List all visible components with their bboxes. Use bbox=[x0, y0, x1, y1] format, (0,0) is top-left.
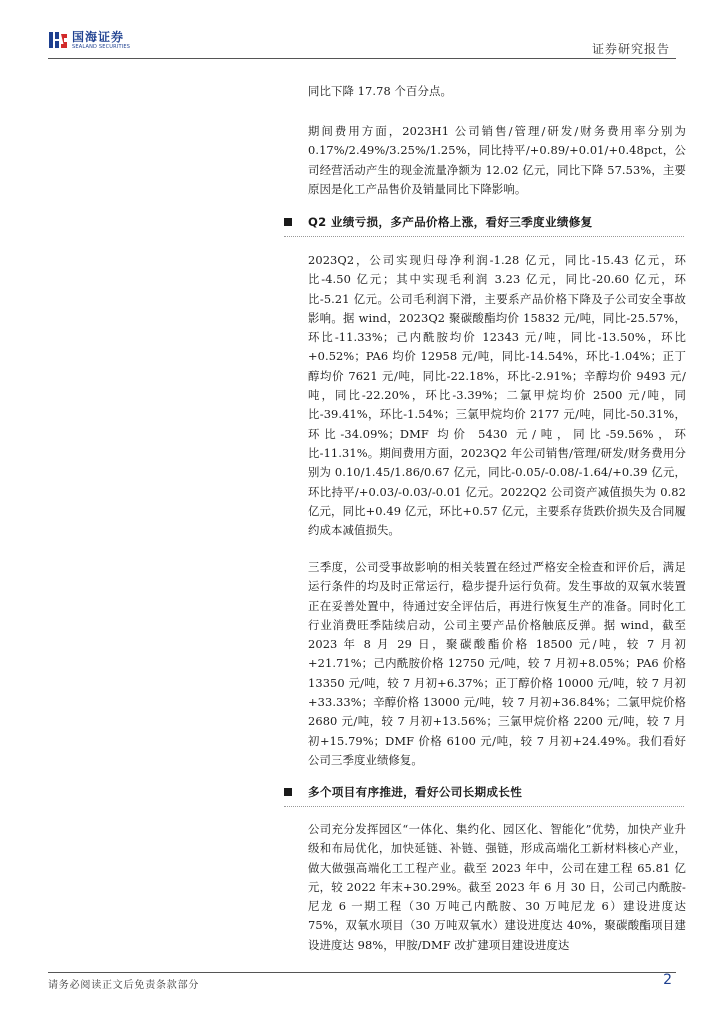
report-type: 证券研究报告 bbox=[591, 42, 670, 56]
page-number: 2 bbox=[663, 972, 672, 988]
paragraph-q3-outlook bbox=[308, 558, 686, 770]
section-title: 多个项目有序推进，看好公司长期成长性 bbox=[308, 785, 523, 799]
paragraph-projects bbox=[308, 820, 686, 955]
paragraph-text: 公司充分发挥园区“一体化、集约化、园区化、智能化”优势，加快产业升级和布局优化，加快延链、补链、强链，形成高端化工新材料核心产业，做大做强高端化工工程产业。截至 2023 年中，公司在建工程 65.81 亿元，较 2022 年末+30.29%。截至 2023 年 6 月 30 日，公司己内酰胺-尼龙 6 一期工程（30 万吨己内酰胺、30 万吨尼龙 6）建设进度达 75%，双氧水项目（30 万吨双氧水）建设进度达 40%，聚碳酸酯项目建设进度达 98%，甲胺/DMF 改扩建项目建设进度达 bbox=[308, 822, 686, 952]
paragraph-text: 三季度，公司受事故影响的相关装置在经过严格安全检查和评价后，满足运行条件的均及时正常运行，稳步提升运行负荷。发生事故的双氧水装置正在妥善处置中，待通过安全评估后，再进行恢复生产的准备。同时化工行业消费旺季陆续启动，公司主要产品价格触底反弹。据 wind，截至 2023 年 8 月 29 日，聚碳酸酯价格 18500 元/吨，较 7 月初+21.71%；己内酰胺价格 12750 元/吨，较 7 月初+8.05%；PA6 价格 13350 元/吨，较 7 月初+6.37%；正丁醇价格 10000 元/吨，较 7 月初+33.33%；辛醇价格 13000 元/吨，较 7 月初+36.84%；二氯甲烷价格 2680 元/吨，较 7 月初+13.56%；三氯甲烷价格 2200 元/吨，较 7 月初+15.79%；DMF 价格 6100 元/吨，较 7 月初+24.49%。我们看好公司三季度业绩修复。 bbox=[308, 560, 686, 767]
paragraph-q2-results bbox=[308, 251, 686, 540]
paragraph-text: 2023Q2，公司实现归母净利润-1.28 亿元，同比-15.43 亿元，环比-4.50 亿元；其中实现毛利润 3.23 亿元，同比-20.60 亿元，环比-5.21 亿元。公司毛利润下滑，主要系产品价格下降及子公司安全事故影响。据 wind，2023Q2 聚碳酸酯均价 15832 元/吨，同比-25.57%，环比-11.33%；己内酰胺均价 12343 元/吨，同比-13.50%，环比+0.52%；PA6 均价 12958 元/吨，同比-14.54%，环比-1.04%；正丁醇均价 7621 元/吨，同比-22.18%，环比-2.91%；辛醇均价 9493 元/吨，同比-22.20%，环比-3.39%；二氯甲烷均价 2500 元/吨，同比-39.41%，环比-1.54%；三氯甲烷均价 2177 元/吨，同比-50.31%，环比-34.09%；DMF 均价 5430 元/吨，同比-59.56%，环比-11.31%。期间费用方面，2023Q2 年公司销售/管理/研发/财务费用分别为 0.10/1.45/1.86/0.67 亿元，同比-0.05/-0.08/-1.64/+0.39 亿元，环比持平/+0.03/-0.03/-0.01 亿元。2022Q2 公司资产减值损失为 0.82 亿元，同比+0.49 亿元，环比+0.57 亿元，主要系存货跌价损失及合同履约成本减值损失。 bbox=[308, 253, 686, 538]
bullet-square-icon bbox=[284, 218, 292, 226]
paragraph-text: 同比下降 17.78 个百分点。 bbox=[308, 84, 452, 98]
logo-english-name: SEALAND SECURITIES bbox=[72, 43, 131, 50]
footer-disclaimer: 请务必阅读正文后免责条款部分 bbox=[48, 980, 200, 991]
logo-chinese-name: 国海证券 bbox=[72, 29, 125, 44]
paragraph-expenses-h1 bbox=[308, 122, 686, 199]
section-heading-q2 bbox=[284, 214, 593, 230]
sealand-logo-icon bbox=[48, 30, 68, 50]
section-divider bbox=[284, 236, 684, 237]
section-heading-projects bbox=[284, 784, 522, 800]
paragraph-text: 期间费用方面，2023H1 公司销售/管理/研发/财务费用率分别为 0.17%/2.49%/3.25%/1.25%，同比持平/+0.89/+0.01/+0.48pct，公司经营活动产生的现金流量净额为 12.02 亿元，同比下降 57.53%，主要原因是化工产品售价及销量同比下降影响。 bbox=[308, 124, 686, 196]
section-divider bbox=[284, 806, 684, 807]
bullet-square-icon bbox=[284, 788, 292, 796]
section-title: Q2 业绩亏损，多产品价格上涨，看好三季度业绩修复 bbox=[308, 215, 593, 229]
header-divider bbox=[48, 58, 676, 59]
footer-divider bbox=[48, 972, 676, 973]
paragraph-intro-end bbox=[308, 82, 686, 101]
company-logo bbox=[48, 29, 130, 51]
page-header bbox=[0, 0, 724, 62]
